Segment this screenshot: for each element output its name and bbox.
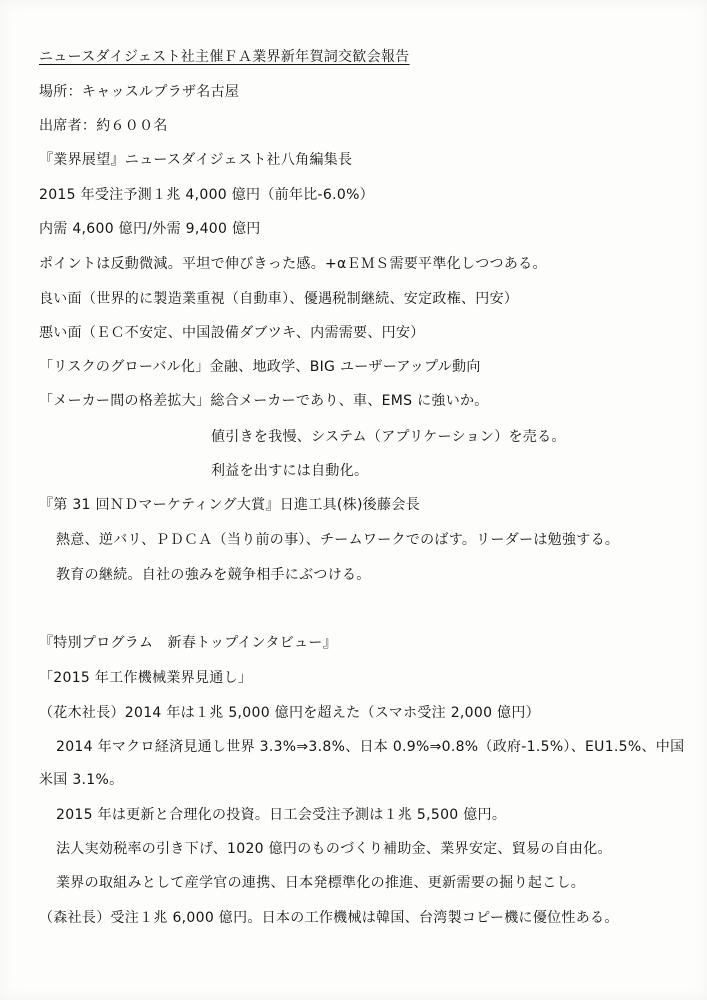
forecast-line: 2015 年受注予測１兆 4,000 億円（前年比-6.0%） bbox=[39, 187, 374, 203]
bad-aspects-line: 悪い面（ＥＣ不安定、中国設備ダブツキ、内需需要、円安） bbox=[39, 325, 425, 341]
section2-heading: 『第 31 回ＮＤマーケティング大賞』日進工具(株)後藤会長 bbox=[39, 497, 420, 513]
section3-heading: 『特別プログラム 新春トップインタビュー』 bbox=[39, 635, 337, 651]
tax-line: 法人実効税率の引き下げ、1020 億円のものづくり補助金、業界安定、貿易の自由化。 bbox=[56, 841, 612, 857]
award-line-2: 教育の継続。自社の強みを競争相手にぶつける。 bbox=[56, 567, 371, 583]
venue-line: 場所：キャッスルプラザ名古屋 bbox=[39, 84, 240, 100]
point-line: ポイントは反動微減。平坦で伸びきった感。+αＥＭＳ需要平準化しつつある。 bbox=[39, 256, 547, 272]
risk-line: 「リスクのグローバル化」金融、地政学、BIG ユーザーアップル動向 bbox=[39, 359, 481, 375]
gap-line-2: 値引きを我慢、システム（アプリケーション）を売る。 bbox=[211, 429, 566, 445]
hanaki-line: （花木社長）2014 年は１兆 5,000 億円を超えた（スマホ受注 2,000 億円） bbox=[39, 705, 540, 721]
demand-line: 内需 4,600 億円/外需 9,400 億円 bbox=[39, 221, 261, 237]
section3-subheading: 「2015 年工作機械業界見通し」 bbox=[39, 670, 253, 686]
mori-line: （森社長）受注１兆 6,000 億円。日本の工作機械は韓国、台湾製コピー機に優位性ある。 bbox=[39, 910, 619, 926]
report-title: ニュースダイジェスト社主催ＦＡ業界新年賀詞交歓会報告 bbox=[39, 49, 410, 65]
section1-heading: 『業界展望』ニュースダイジェスト社八角編集長 bbox=[39, 152, 353, 168]
gap-line-3: 利益を出すには自動化。 bbox=[211, 463, 369, 479]
gap-line: 「メーカー間の格差拡大」総合メーカーであり、車、EMS に強いか。 bbox=[39, 393, 489, 409]
effort-line: 業界の取組みとして産学官の連携、日本発標準化の推進、更新需要の掘り起こし。 bbox=[56, 875, 586, 891]
award-line-1: 熱意、逆バリ、ＰＤＣＡ（当り前の事）、チームワークでのばす。リーダーは勉強する。 bbox=[56, 532, 620, 548]
investment-line: 2015 年は更新と合理化の投資。日工会受注予測は１兆 5,500 億円。 bbox=[56, 807, 507, 823]
macro-line-cont: 米国 3.1%。 bbox=[39, 772, 124, 788]
macro-line: 2014 年マクロ経済見通し世界 3.3%⇒3.8%、日本 0.9%⇒0.8%（政府-1.5%）、EU1.5%、中国 bbox=[56, 739, 685, 755]
good-aspects-line: 良い面（世界的に製造業重視（自動車）、優遇税制継続、安定政権、円安） bbox=[39, 291, 519, 307]
attendees-line: 出席者：約６００名 bbox=[39, 118, 168, 134]
